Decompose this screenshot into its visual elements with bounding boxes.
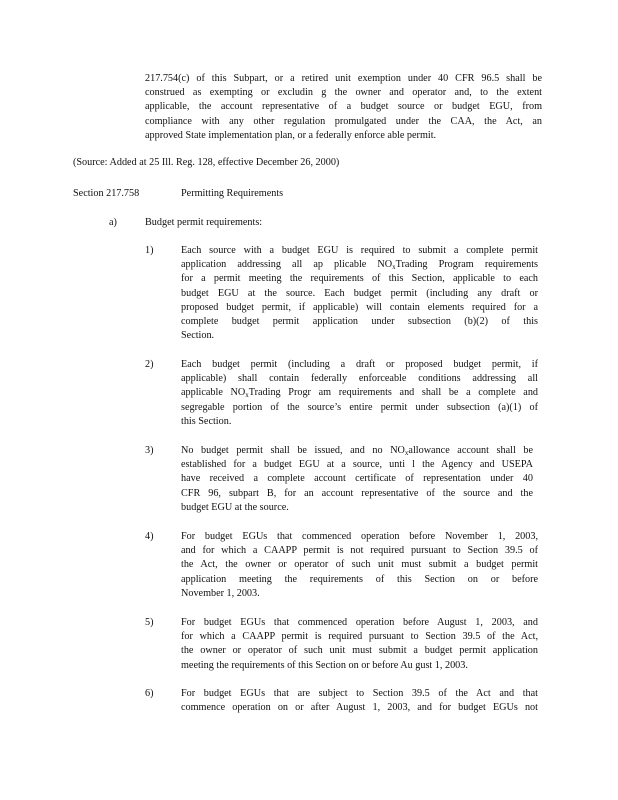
text-line: and for which a CAAPP permit is not required pursuant to Section 39.5 of [181,545,538,557]
text-line: segregable portion of the source’s entire permit under subsection (a)(1) of [181,401,538,413]
text-line: approved State implementation plan, or a federally enforce able permit. [145,129,437,141]
text-line: budget EGU at the source. Each budget permit (including any draft or [181,287,538,299]
item-label: 2) [145,359,154,370]
item-paragraph [181,358,538,429]
text-line: commence operation on or after August 1, 2003, and for budget EGUs not [181,702,538,714]
text-line: this Section. [181,415,232,427]
text-line: meeting the requirements of this Section on or before Au gust 1, 2003. [181,659,468,671]
text-line: applicable $NO_xTrading$ Progr am requirements and shall be a complete and [181,387,539,400]
text-line: proposed budget permit, if applicable) will contain elements required for a [181,301,538,313]
source-note: (Source: Added at 25 Ill. Reg. 128, effective December 26, 2000) [73,157,340,168]
item-paragraph [181,444,533,515]
text-line: application meeting the requirements of this Section on or before [181,573,538,585]
text-line: For budget EGUs that commenced operation before August 1, 2003, and [181,617,538,628]
item-paragraph [181,687,538,715]
text-line: 217.754(c) of this Subpart, or a retired unit exemption under 40 CFR 96.5 shall be [145,73,542,84]
text-line: established for a budget EGU at a source, unti l the Agency and USEPA [181,459,533,471]
text-line: Each source with a budget EGU is required to submit a complete permit [181,245,538,256]
text-line: compliance with any other regulation promulgated under the CAA, the Act, an [145,115,542,127]
item-label: 4) [145,531,154,542]
continuation-paragraph [145,72,542,143]
text-line: for which a CAAPP permit is required pursuant to Section 39.5 of the Act, [181,631,538,643]
text-line: complete budget permit application under subsection (b)(2) of this [181,316,538,328]
text-line: For budget EGUs that are subject to Section 39.5 of the Act and that [181,688,538,699]
section-title: Permitting Requirements [181,188,284,199]
subsection-label: a) [109,217,117,228]
text-line: No budget permit shall be issued, and no $NO_xallowance$ account shall be [181,445,533,457]
item-label: 1) [145,245,154,256]
text-line: the owner or operator of such unit must submit a budget permit application [181,645,538,657]
text-line: For budget EGUs that commenced operation before November 1, 2003, [181,531,538,542]
item-paragraph [181,616,538,673]
item-paragraph [181,530,538,601]
text-line: applicable, the account representative of a budget source or budget EGU, from [145,101,542,113]
text-line: November 1, 2003. [181,587,260,599]
text-line: the Act, the owner or operator of such unit must submit a budget permit [181,559,538,571]
text-line: for a permit meeting the requirements of this Section, applicable to each [181,273,538,285]
item-paragraph [181,244,538,343]
text-line: applicable) shall contain federally enforceable conditions addressing all [181,373,538,385]
text-line: Each budget permit (including a draft or proposed budget permit, if [181,359,538,370]
text-line: Section. [181,330,215,342]
item-label: 3) [145,445,154,456]
item-label: 5) [145,617,154,628]
section-number: Section 217.758 [73,188,140,199]
text-line: budget EGU at the source. [181,501,289,513]
text-line: CFR 96, subpart B, for an account representative of the source and the [181,487,533,499]
subsection-heading: Budget permit requirements: [145,217,263,228]
text-line: application addressing all ap plicable $NO_xTrading$ Program requirements [181,259,538,272]
item-label: 6) [145,688,154,699]
text-line: construed as exempting or excludin g the owner and operator and, to the extent [145,87,542,99]
text-line: have received a complete account certificate of representation under 40 [181,473,533,485]
